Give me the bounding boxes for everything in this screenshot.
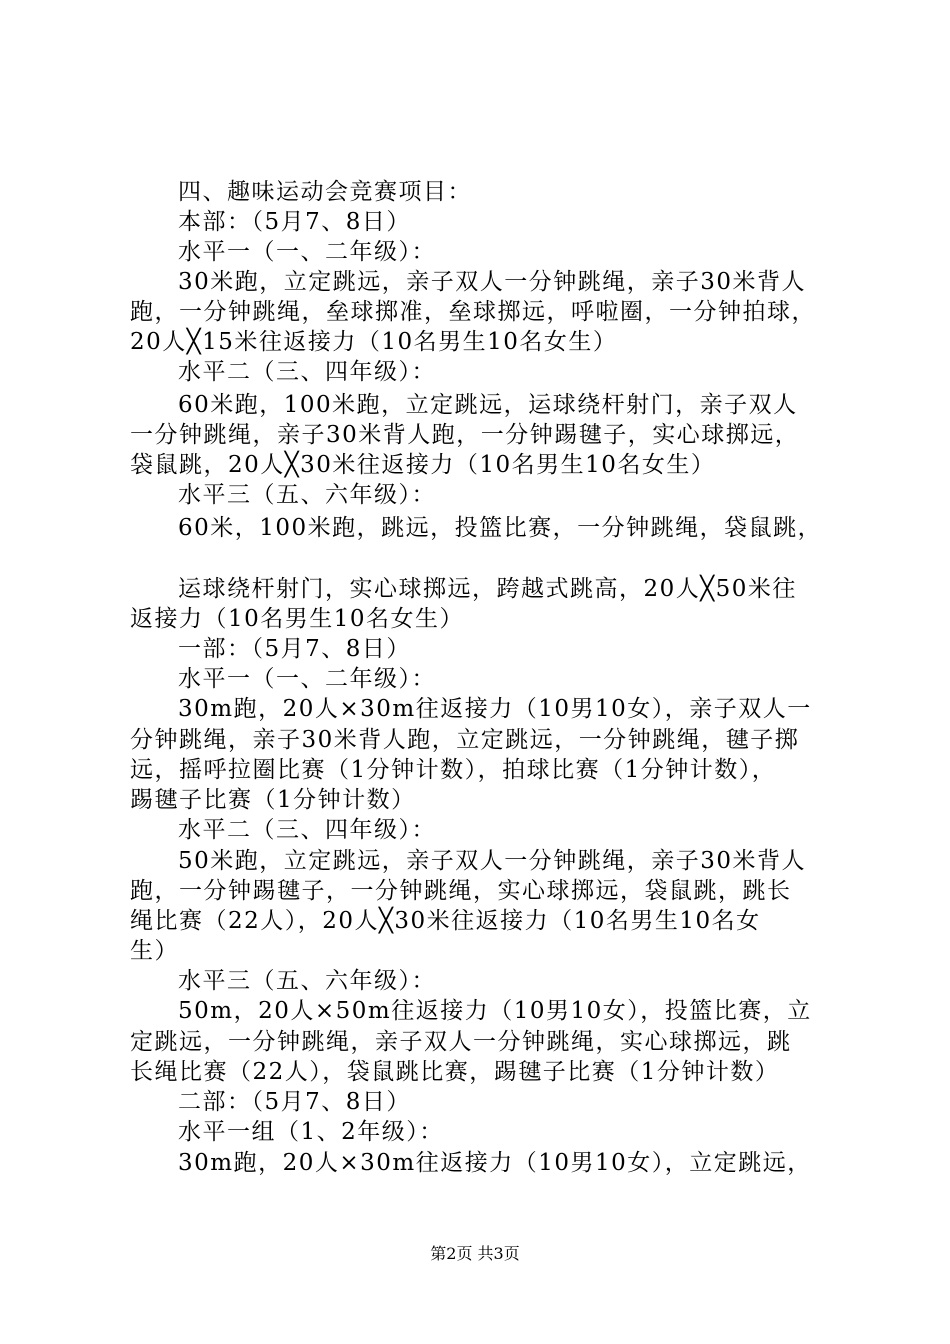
- paragraph-line: 60米跑，100米跑，立定跳远，运球绕杆射门，亲子双人: [178, 392, 798, 418]
- subsection-heading: 一部：（5月7、8日）: [178, 636, 411, 662]
- level-heading: 水平二（三、四年级）：: [178, 359, 436, 385]
- section-heading: 四、趣味运动会竞赛项目：: [178, 179, 472, 205]
- paragraph-line: 分钟跳绳，亲子30米背人跑，立定跳远，一分钟跳绳，毽子掷: [130, 727, 800, 753]
- paragraph-line: 60米，100米跑，跳远，投篮比赛，一分钟跳绳，袋鼠跳，: [178, 515, 823, 541]
- level-heading: 水平二（三、四年级）：: [178, 817, 436, 843]
- paragraph-line: 长绳比赛（22人），袋鼠跳比赛，踢毽子比赛（1分钟计数）: [130, 1059, 780, 1085]
- level-heading: 水平三（五、六年级）：: [178, 968, 436, 994]
- paragraph-line: 绳比赛（22人），20人╳30米往返接力（10名男生10名女: [130, 908, 761, 934]
- paragraph-line: 跑，一分钟跳绳，垒球掷准，垒球掷远，呼啦圈，一分钟拍球，: [130, 299, 816, 325]
- paragraph-line: 跑，一分钟踢毽子，一分钟跳绳，实心球掷远，袋鼠跳，跳长: [130, 878, 792, 904]
- paragraph-line: 一分钟跳绳，亲子30米背人跑，一分钟踢毽子，实心球掷远，: [130, 422, 800, 448]
- subsection-heading: 本部：（5月7、8日）: [178, 209, 411, 235]
- paragraph-line: 返接力（10名男生10名女生）: [130, 606, 465, 632]
- level-heading: 水平一（一、二年级）：: [178, 666, 436, 692]
- paragraph-line: 运球绕杆射门，实心球掷远，跨越式跳高，20人╳50米往: [178, 576, 797, 602]
- page-footer: 第2页 共3页: [430, 1244, 520, 1263]
- level-heading: 水平三（五、六年级）：: [178, 482, 436, 508]
- paragraph-line: 20人╳15米往返接力（10名男生10名女生）: [130, 329, 618, 355]
- subsection-heading: 二部：（5月7、8日）: [178, 1089, 411, 1115]
- level-heading: 水平一组（1、2年级）：: [178, 1119, 444, 1145]
- paragraph-line: 30m跑，20人×30m往返接力（10男10女），亲子双人一: [178, 696, 812, 722]
- paragraph-line: 50米跑，立定跳远，亲子双人一分钟跳绳，亲子30米背人: [178, 848, 807, 874]
- paragraph-line: 远，摇呼拉圈比赛（1分钟计数），拍球比赛（1分钟计数），: [130, 757, 777, 783]
- paragraph-line: 50m，20人×50m往返接力（10男10女），投篮比赛，立: [178, 998, 812, 1024]
- paragraph-line: 30m跑，20人×30m往返接力（10男10女），立定跳远，: [178, 1150, 812, 1176]
- paragraph-line: 生）: [130, 938, 179, 964]
- paragraph-line: 30米跑，立定跳远，亲子双人一分钟跳绳，亲子30米背人: [178, 269, 807, 295]
- paragraph-line: 定跳远，一分钟跳绳，亲子双人一分钟跳绳，实心球掷远，跳: [130, 1029, 792, 1055]
- paragraph-line: 踢毽子比赛（1分钟计数）: [130, 787, 416, 813]
- level-heading: 水平一（一、二年级）：: [178, 239, 436, 265]
- paragraph-line: 袋鼠跳，20人╳30米往返接力（10名男生10名女生）: [130, 452, 716, 478]
